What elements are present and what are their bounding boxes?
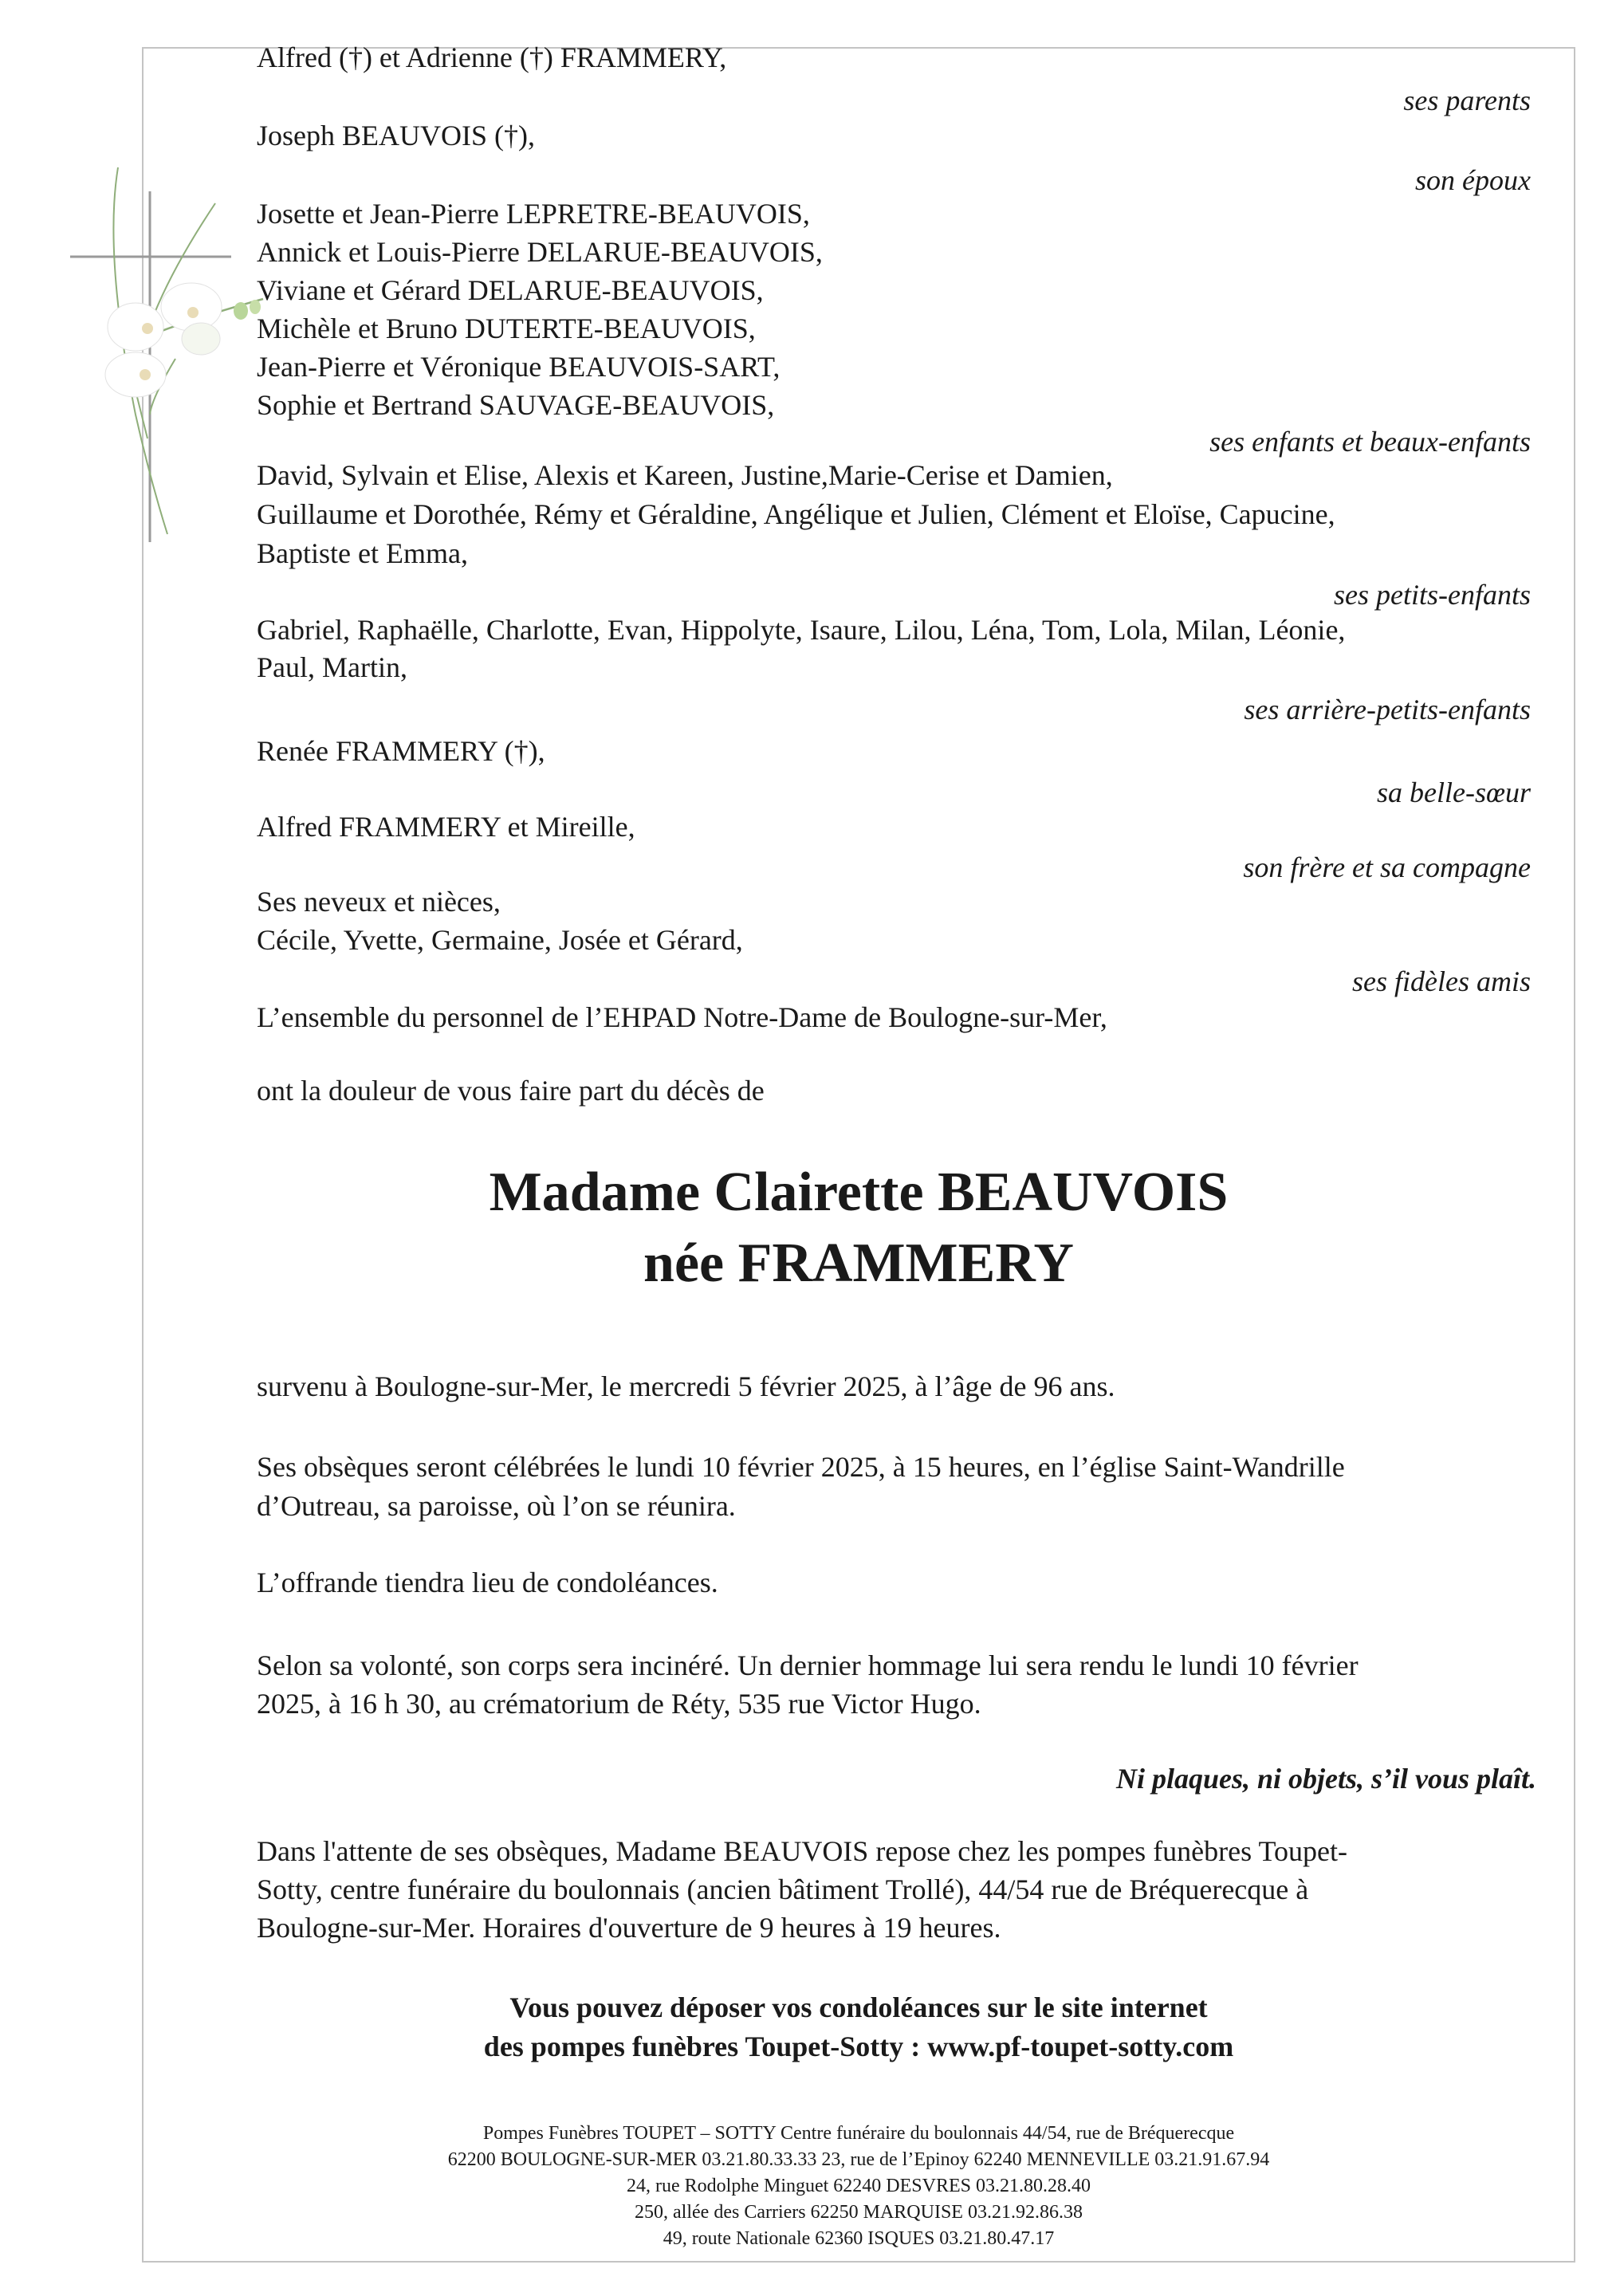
- condolences-line: [142, 2027, 1575, 2066]
- footer-line: 250, allée des Carriers 62250 MARQUISE 03.21.92.86.38: [635, 2202, 1083, 2223]
- relation-grandchildren: ses petits-enfants: [1334, 579, 1531, 611]
- family-line: Viviane et Gérard DELARUE-BEAUVOIS,: [257, 274, 764, 306]
- footer-line: 62200 BOULOGNE-SUR-MER 03.21.80.33.33 23, rue de l’Epinoy 62240 MENNEVILLE 03.21.91.67.94: [447, 2149, 1270, 2170]
- offering-text: L’offrande tiendra lieu de condoléances.: [257, 1567, 718, 1598]
- relation-parents: ses parents: [1403, 85, 1531, 116]
- cremation-details-line: 2025, à 16 h 30, au crématorium de Réty, 535 rue Victor Hugo.: [257, 1688, 981, 1720]
- family-line: Renée FRAMMERY (†),: [257, 735, 545, 767]
- rest-details-line: Dans l'attente de ses obsèques, Madame BEAUVOIS repose chez les pompes funèbres Toupet-: [257, 1835, 1347, 1867]
- deceased-maiden-name: née FRAMMERY: [643, 1233, 1074, 1294]
- footer-line: Pompes Funèbres TOUPET – SOTTY Centre funéraire du boulonnais 44/54, rue de Bréquerecque: [482, 2123, 1235, 2144]
- family-line: Ses neveux et nièces,: [257, 886, 501, 918]
- website-link[interactable]: www.pf-toupet-sotty.com: [927, 2031, 1234, 2062]
- rest-details-line: Sotty, centre funéraire du boulonnais (ancien bâtiment Trollé), 44/54 rue de Bréquerecque à: [257, 1873, 1309, 1905]
- footer-line: 49, route Nationale 62360 ISQUES 03.21.80.47.17: [663, 2228, 1055, 2249]
- family-line: Josette et Jean-Pierre LEPRETRE-BEAUVOIS,: [257, 198, 810, 230]
- footer-line: 24, rue Rodolphe Minguet 62240 DESVRES 03.21.80.28.40: [627, 2176, 1091, 2196]
- death-details: survenu à Boulogne-sur-Mer, le mercredi 5 février 2025, à l’âge de 96 ans.: [257, 1370, 1115, 1402]
- family-line: Guillaume et Dorothée, Rémy et Géraldine, Angélique et Julien, Clément et Eloïse, Capucine,: [257, 498, 1335, 530]
- relation-spouse: son époux: [1415, 164, 1531, 196]
- family-line: Joseph BEAUVOIS (†),: [257, 120, 535, 151]
- relation-children: ses enfants et beaux-enfants: [1209, 426, 1531, 458]
- family-line: Baptiste et Emma,: [257, 537, 468, 569]
- relation-sister-in-law: sa belle-sœur: [1377, 776, 1531, 808]
- relation-friends: ses fidèles amis: [1352, 965, 1531, 997]
- family-line: Cécile, Yvette, Germaine, Josée et Gérard,: [257, 924, 743, 956]
- no-flowers-note: Ni plaques, ni objets, s’il vous plaît.: [1115, 1763, 1536, 1795]
- funeral-details-line: Ses obsèques seront célébrées le lundi 10 février 2025, à 15 heures, en l’église Saint-Wandrille: [257, 1451, 1345, 1483]
- rest-details-line: Boulogne-sur-Mer. Horaires d'ouverture de 9 heures à 19 heures.: [257, 1912, 1001, 1944]
- family-line: Gabriel, Raphaëlle, Charlotte, Evan, Hippolyte, Isaure, Lilou, Léna, Tom, Lola, Milan, Léonie,: [257, 614, 1346, 646]
- family-line: David, Sylvain et Elise, Alexis et Kareen, Justine,Marie-Cerise et Damien,: [257, 459, 1113, 491]
- funeral-details-line: d’Outreau, sa paroisse, où l’on se réunira.: [257, 1490, 736, 1522]
- family-line: Annick et Louis-Pierre DELARUE-BEAUVOIS,: [257, 236, 823, 268]
- family-line: Jean-Pierre et Véronique BEAUVOIS-SART,: [257, 351, 781, 383]
- family-line: Paul, Martin,: [257, 651, 407, 683]
- family-line: L’ensemble du personnel de l’EHPAD Notre-Dame de Boulogne-sur-Mer,: [257, 1001, 1107, 1033]
- family-line: Sophie et Bertrand SAUVAGE-BEAUVOIS,: [257, 389, 775, 421]
- cremation-details-line: Selon sa volonté, son corps sera incinéré. Un dernier hommage lui sera rendu le lundi 10 février: [257, 1649, 1359, 1681]
- deceased-name: Madame Clairette BEAUVOIS: [489, 1162, 1229, 1223]
- family-line: Michèle et Bruno DUTERTE-BEAUVOIS,: [257, 313, 756, 344]
- funeral-home-footer: [142, 2121, 1575, 2252]
- condolences-prefix: des pompes funèbres Toupet-Sotty :: [483, 2031, 928, 2062]
- family-line: Alfred (†) et Adrienne (†) FRAMMERY,: [257, 41, 727, 73]
- relation-great-grandchildren: ses arrière-petits-enfants: [1244, 694, 1531, 725]
- announcement-text: ont la douleur de vous faire part du décès de: [257, 1075, 765, 1107]
- relation-brother: son frère et sa compagne: [1243, 851, 1531, 883]
- family-line: Alfred FRAMMERY et Mireille,: [257, 811, 635, 843]
- condolences-line: Vous pouvez déposer vos condoléances sur le site internet: [509, 1991, 1208, 2023]
